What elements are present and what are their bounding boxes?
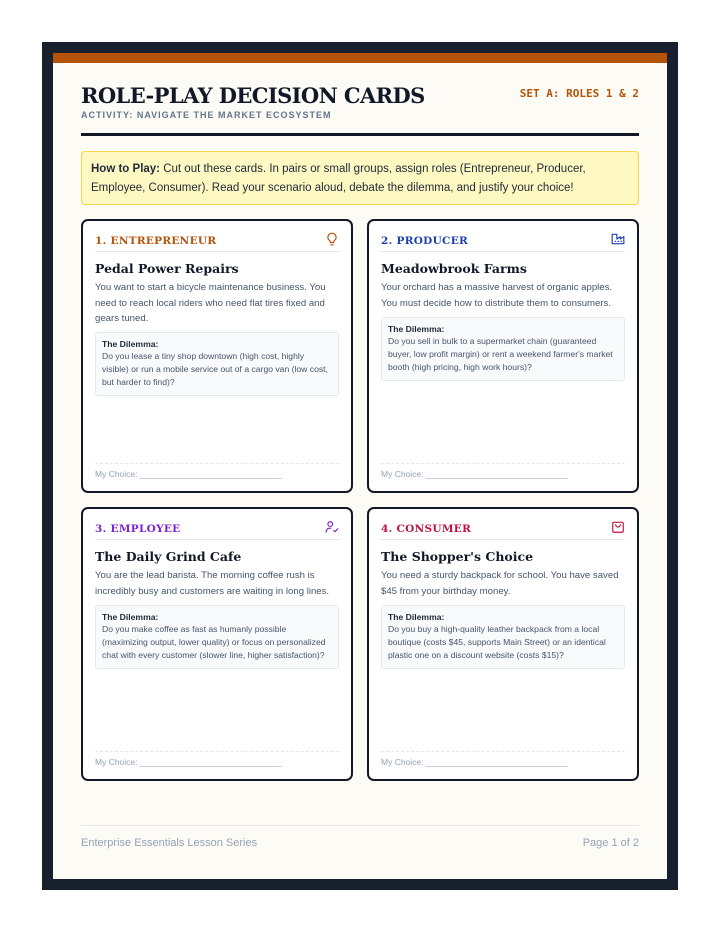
choice-divider xyxy=(381,463,625,464)
choice-divider xyxy=(381,751,625,752)
card-scenario: You want to start a bicycle maintenance business. You need to reach local riders who need flat tires fixed and gears tuned. xyxy=(95,282,326,324)
dilemma-text: Do you buy a high-quality leather backpack from a local boutique (costs $45, supports Main Street) or an identical plastic one on a discount website (costs $15)? xyxy=(388,624,606,660)
card-scenario: You need a sturdy backpack for school. You have saved $45 from your birthday money. xyxy=(381,570,619,597)
how-to-play-text: Cut out these cards. In pairs or small groups, assign roles (Entrepreneur, Producer, Employee, Consumer). Read your scenario aloud, debate the dilemma, and justify your choice! xyxy=(91,163,586,194)
user-check-icon xyxy=(325,520,339,534)
set-label: SET A: ROLES 1 & 2 xyxy=(519,87,639,100)
how-to-play-label: How to Play: xyxy=(91,163,161,175)
footer-divider xyxy=(81,825,639,826)
card-header xyxy=(95,520,339,540)
page-number: Page 1 of 2 xyxy=(582,837,639,849)
card-title: The Shopper's Choice xyxy=(381,549,534,564)
my-choice-line: My Choice: ______________________________ xyxy=(95,757,282,767)
dilemma-text: Do you lease a tiny shop downtown (high cost, highly visible) or run a mobile service out of a cargo van (low cost, but harder to find)? xyxy=(102,351,328,387)
card-title: Meadowbrook Farms xyxy=(381,261,527,276)
dilemma-box xyxy=(381,605,625,669)
page-title: ROLE-PLAY DECISION CARDS xyxy=(81,83,425,108)
card-entrepreneur xyxy=(81,219,353,493)
worksheet xyxy=(53,53,667,879)
lightbulb-icon xyxy=(325,232,339,246)
dilemma-label: The Dilemma: xyxy=(102,339,159,349)
card-role: 3. EMPLOYEE xyxy=(95,523,181,535)
dilemma-text: Do you sell in bulk to a supermarket chain (guaranteed buyer, low profit margin) or rent a weekend farmer's market booth (high pricing, high work hours)? xyxy=(388,336,613,372)
card-header xyxy=(381,232,625,252)
card-consumer xyxy=(367,507,639,781)
dilemma-label: The Dilemma: xyxy=(388,324,445,334)
factory-icon xyxy=(611,232,625,246)
dilemma-box xyxy=(381,317,625,381)
shopping-bag-icon xyxy=(611,520,625,534)
my-choice-line: My Choice: ______________________________ xyxy=(381,757,568,767)
page-subtitle: ACTIVITY: NAVIGATE THE MARKET ECOSYSTEM xyxy=(81,110,332,120)
choice-divider xyxy=(95,751,339,752)
card-scenario: Your orchard has a massive harvest of organic apples. You must decide how to distribute them to consumers. xyxy=(381,282,613,309)
card-role: 1. ENTREPRENEUR xyxy=(95,235,217,247)
card-role: 2. PRODUCER xyxy=(381,235,469,247)
dilemma-box xyxy=(95,605,339,669)
dilemma-text: Do you make coffee as fast as humanly possible (maximizing output, lower quality) or focus on personalized chat with every customer (slower line, higher satisfaction)? xyxy=(102,624,326,660)
card-role: 4. CONSUMER xyxy=(381,523,472,535)
dilemma-label: The Dilemma: xyxy=(102,612,159,622)
my-choice-line: My Choice: ______________________________ xyxy=(95,469,282,479)
how-to-play-box xyxy=(81,151,639,205)
card-title: The Daily Grind Cafe xyxy=(95,549,242,564)
header-divider xyxy=(81,133,639,136)
card-header xyxy=(381,520,625,540)
card-header xyxy=(95,232,339,252)
accent-bar xyxy=(53,53,667,63)
footer-series: Enterprise Essentials Lesson Series xyxy=(81,837,258,849)
card-producer xyxy=(367,219,639,493)
dilemma-box xyxy=(95,332,339,396)
my-choice-line: My Choice: ______________________________ xyxy=(381,469,568,479)
card-employee xyxy=(81,507,353,781)
card-title: Pedal Power Repairs xyxy=(95,261,239,276)
card-scenario: You are the lead barista. The morning coffee rush is incredibly busy and customers are waiting in long lines. xyxy=(95,570,330,597)
dilemma-label: The Dilemma: xyxy=(388,612,445,622)
choice-divider xyxy=(95,463,339,464)
